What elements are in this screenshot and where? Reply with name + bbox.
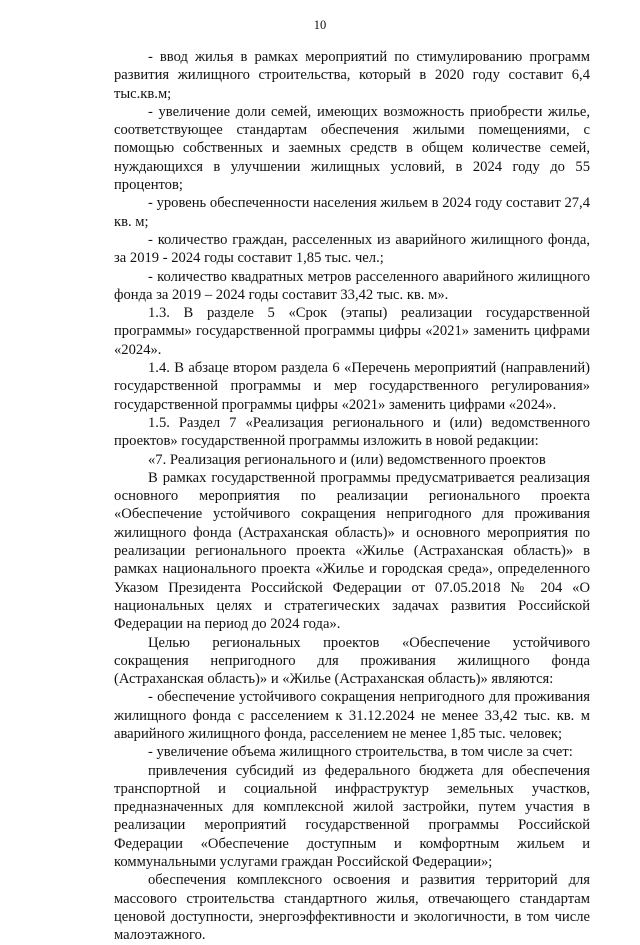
document-body [114, 48, 590, 945]
paragraph: Целью региональных проектов «Обеспечение устойчивого сокращения непригодного для проживания жилищного фонда (Астраханская область)» и «Жилье (Астраханская область)» являются: [114, 634, 590, 688]
paragraph: 1.3. В разделе 5 «Срок (этапы) реализации государственной программы» государственной программы цифры «2021» заменить цифрами «2024». [114, 305, 590, 358]
paragraph: - обеспечение устойчивого сокращения непригодного для проживания жилищного фонда с расселением к 31.12.2024 не менее 33,42 тыс. кв. м аварийного жилищного фонда, расселением не менее 1,85 тыс. человек; [114, 689, 590, 742]
paragraph: 1.4. В абзаце втором раздела 6 «Перечень мероприятий (направлений) государственной программы и мер государственного регулирования» государственной программы цифры «2021» заменить цифрами «2024». [114, 360, 590, 413]
paragraph: В рамках государственной программы предусматривается реализация основного мероприятия по реализации регионального проекта «Обеспечение устойчивого сокращения непригодного для проживания жилищного фонда (Астраханская область)» и основного мероприятия по реализации регионального проекта «Жилье (Астраханская область)» в рамках национального проекта «Жилье и городская среда», определенного Указом Президента Российской Федерации от 07.05.2018 № 204 «О национальных целях и стратегических задачах развития Российской Федерации на период до 2024 года». [114, 469, 590, 633]
paragraph: - ввод жилья в рамках мероприятий по стимулированию программ развития жилищного строительства, который в 2020 году составит 6,4 тыс.кв.м; [114, 49, 590, 102]
section-heading: «7. Реализация регионального и (или) ведомственного проектов [148, 451, 546, 468]
page-number: 10 [313, 18, 327, 32]
paragraph: - увеличение объема жилищного строительства, в том числе за счет: [148, 744, 573, 761]
paragraph: 1.5. Раздел 7 «Реализация регионального и (или) ведомственного проектов» государственной программы изложить в новой редакции: [114, 414, 590, 450]
paragraph: обеспечения комплексного освоения и развития территорий для массового строительства стандартного жилья, отвечающего стандартам ценовой доступности, энергоэффективности и экологичности, в том числе малоэтажного. [114, 872, 590, 944]
paragraph: - количество граждан, расселенных из аварийного жилищного фонда, за 2019 - 2024 годы составит 1,85 тыс. чел.; [114, 231, 590, 267]
paragraph: привлечения субсидий из федерального бюджета для обеспечения транспортной и социальной инфраструктур земельных участков, предназначенных для комплексной жилой застройки, путем участия в реализации мероприятий государственной программы Российской Федерации «Обеспечение доступным и комфортным жильем и коммунальными услугами граждан Российской Федерации»; [114, 762, 590, 871]
paragraph: - количество квадратных метров расселенного аварийного жилищного фонда за 2019 – 2024 годы составит 33,42 тыс. кв. м». [114, 268, 590, 303]
paragraph: - уровень обеспеченности населения жильем в 2024 году составит 27,4 кв. м; [114, 195, 590, 230]
paragraph: - увеличение доли семей, имеющих возможность приобрести жилье, соответствующее стандартам обеспечения жилыми помещениями, с помощью собственных и заемных средств в общем количестве семей, нуждающихся в улучшении жилищных условий, в 2024 году до 55 процентов; [114, 103, 590, 194]
